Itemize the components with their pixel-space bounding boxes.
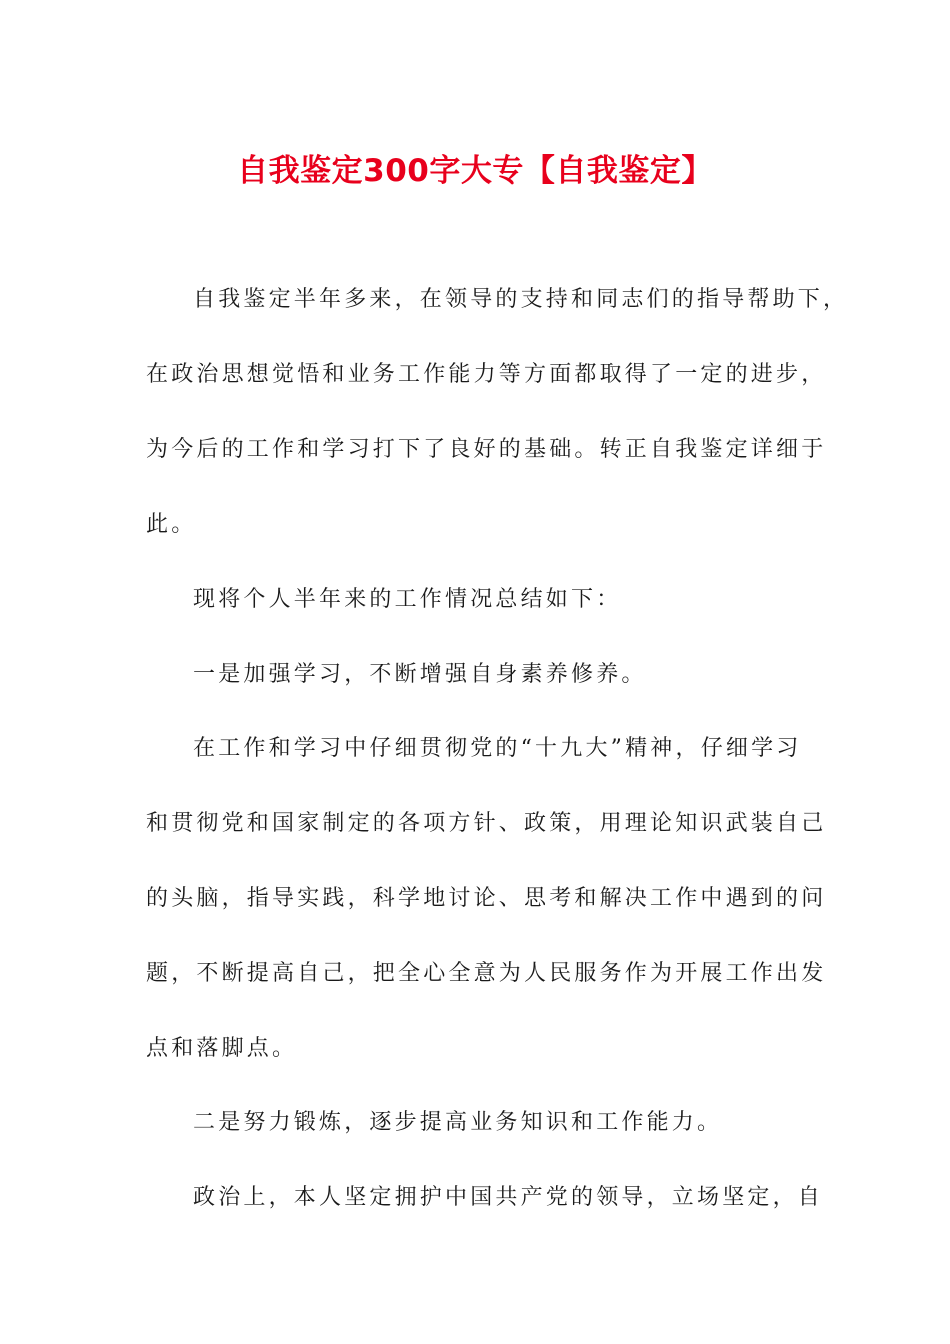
paragraph-line: 二是努力锻炼，逐步提高业务知识和工作能力。 [193, 1110, 723, 1135]
paragraph-line: 为今后的工作和学习打下了良好的基础。转正自我鉴定详细于 [146, 437, 827, 462]
document-title: 自我鉴定300字大专【自我鉴定】 [237, 153, 713, 189]
paragraph-line: 在工作和学习中仔细贯彻党的“十九大”精神，仔细学习 [193, 736, 802, 761]
paragraph-line: 和贯彻党和国家制定的各项方针、政策，用理论知识武装自己 [146, 811, 827, 836]
paragraph-line: 自我鉴定半年多来，在领导的支持和同志们的指导帮助下， [193, 287, 849, 312]
paragraph-line: 的头脑，指导实践，科学地讨论、思考和解决工作中遇到的问 [146, 886, 827, 911]
paragraph-line: 点和落脚点。 [146, 1036, 298, 1061]
paragraph-line: 政治上，本人坚定拥护中国共产党的领导，立场坚定，自 [193, 1185, 824, 1210]
paragraph-line: 一是加强学习，不断增强自身素养修养。 [193, 662, 647, 687]
paragraph-line: 现将个人半年来的工作情况总结如下： [193, 587, 622, 612]
paragraph-line: 题，不断提高自己，把全心全意为人民服务作为开展工作出发 [146, 961, 827, 986]
paragraph-line: 在政治思想觉悟和业务工作能力等方面都取得了一定的进步， [146, 362, 827, 387]
paragraph-line: 此。 [146, 512, 197, 537]
